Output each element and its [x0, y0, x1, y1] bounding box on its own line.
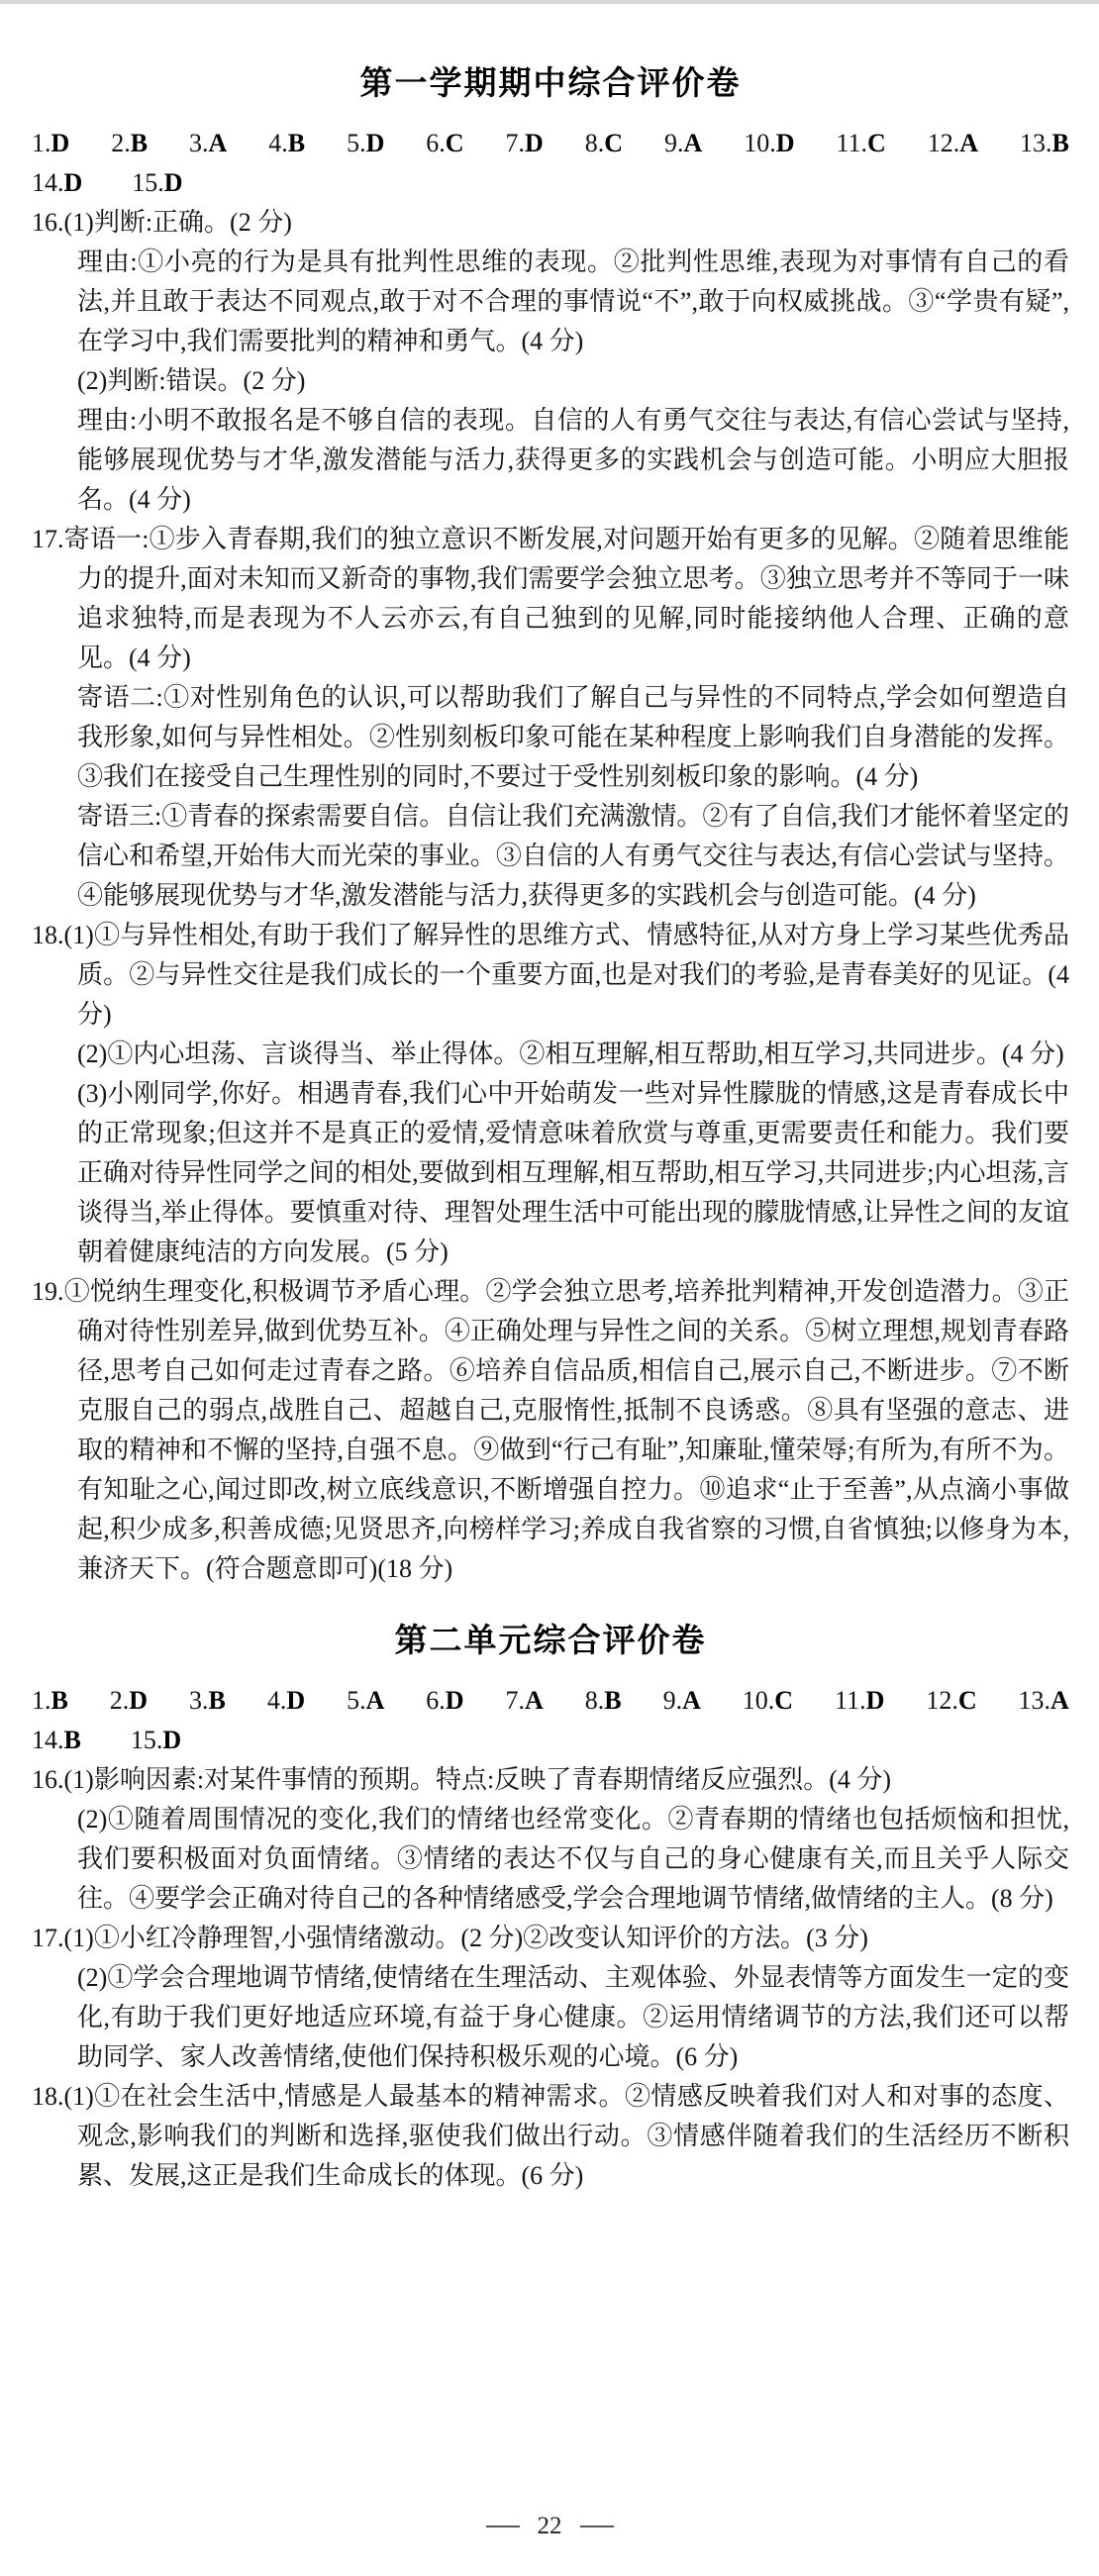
answer-letter: B: [208, 1686, 226, 1715]
question-number: 2.: [111, 129, 131, 157]
choice-answer: [585, 124, 623, 163]
question-number: 3.: [189, 129, 209, 157]
choice-answer: [1020, 124, 1069, 163]
answer-paragraph: [32, 520, 1069, 678]
question-number: 5.: [347, 129, 366, 157]
answer-paragraph: [32, 1272, 1069, 1589]
choice-answer: [926, 1681, 976, 1721]
choice-answer: [743, 1681, 793, 1721]
answer-letter: C: [774, 1686, 794, 1715]
question-number: 17.: [32, 525, 64, 553]
choice-answers-row: [32, 163, 1069, 203]
answer-letter: C: [867, 129, 886, 157]
choice-answer: [131, 1721, 181, 1760]
answer-text: (1)判断:正确。(2 分): [63, 208, 292, 237]
answer-letter: D: [162, 1726, 182, 1754]
question-number: 4.: [266, 1686, 287, 1715]
question-number: 1.: [32, 129, 51, 157]
choice-answer: [585, 1681, 622, 1721]
answer-paragraph: [32, 1760, 1069, 1800]
answer-paragraph: (2)①随着周围情况的变化,我们的情绪也经常变化。②青春期的情绪也包括烦恼和担忧,我们要积极面对负面情绪。③情绪的表达不仅与自己的身心健康有关,而且关乎人际交往。④要学会正确对待自己的各种情绪感受,学会合理地调节情绪,做情绪的主人。(8 分): [77, 1805, 1069, 1913]
question-number: 6.: [426, 1686, 446, 1715]
question-number: 16.: [32, 208, 64, 237]
answer-paragraph: (2)①内心坦荡、言谈得当、举止得体。②相互理解,相互帮助,相互学习,共同进步。(4 分): [77, 1040, 1064, 1068]
choice-answer: [663, 1681, 701, 1721]
choice-answer: [110, 1681, 148, 1721]
answer-paragraph: (3)小刚同学,你好。相遇青春,我们心中开始萌发一些对异性朦胧的情感,这是青春成长中的正常现象;但这并不是真正的爱情,爱情意味着欣赏与尊重,更需要责任和能力。我们要正确对待异性同学之间的相处,要做到相互理解,相互帮助,相互学习,共同进步;内心坦荡,言谈得当,举止得体。要慎重对待、理智处理生活中可能出现的朦胧情感,让异性之间的友谊朝着健康纯洁的方向发展。(5 分): [77, 1079, 1069, 1266]
question-number: 12.: [926, 1686, 958, 1715]
question-number: 6.: [426, 129, 446, 157]
question-number: 12.: [927, 129, 960, 157]
choice-answer: [664, 124, 702, 163]
answer-paragraph: 理由:①小亮的行为是具有批判性思维的表现。②批判性思维,表现为对事情有自己的看法,并且敢于表达不同观点,敢于对不合理的事情说“不”,敢于向权威挑战。③“学贵有疑”,在学习中,我们需要批判的精神和勇气。(4 分): [77, 248, 1069, 355]
question-number: 8.: [584, 1686, 605, 1715]
question-number: 13.: [1018, 1686, 1051, 1715]
question-block: [32, 520, 1069, 916]
question-number: 19.: [32, 1277, 64, 1306]
answer-paragraph: 寄语二:①对性别角色的认识,可以帮助我们了解自己与异性的不同特点,学会如何塑造自我形象,如何与异性相处。②性别刻板印象可能在某种程度上影响我们自身潜能的发挥。③我们在接受自己生理性别的同时,不要过于受性别刻板印象的影响。(4 分): [77, 683, 1069, 791]
question-number: 18.: [32, 921, 64, 949]
question-number: 13.: [1019, 129, 1052, 157]
answer-letter: D: [445, 1686, 464, 1715]
page-number: 22: [537, 2513, 562, 2539]
choice-answer: [426, 1681, 463, 1721]
choice-answer: [1019, 1681, 1069, 1721]
question-number: 1.: [32, 1686, 51, 1715]
question-number: 9.: [662, 1686, 683, 1715]
answer-paragraph: (2)判断:错误。(2 分): [77, 366, 306, 395]
choice-answers-row: [32, 1721, 1069, 1760]
answer-text: (1)影响因素:对某件事情的预期。特点:反映了青春期情绪反应强烈。(4 分): [63, 1765, 892, 1794]
question-block: [32, 916, 1069, 1272]
answer-letter: C: [604, 129, 624, 157]
question-number: 7.: [505, 1686, 526, 1715]
question-block: [32, 203, 1069, 520]
answer-paragraph: 寄语三:①青春的探索需要自信。自信让我们充满激情。②有了自信,我们才能怀着坚定的信心和希望,开始伟大而光荣的事业。③自信的人有勇气交往与表达,有信心尝试与坚持。④能够展现优势与才华,激发潜能与活力,获得更多的实践机会与创造可能。(4 分): [77, 802, 1069, 910]
question-block: [32, 2077, 1069, 2196]
choice-answer: [836, 124, 885, 163]
choice-answer: [189, 1681, 226, 1721]
question-number: 2.: [109, 1686, 130, 1715]
answer-text: (1)①小红冷静理智,小强情绪激动。(2 分)②改变认知评价的方法。(3 分): [63, 1924, 868, 1952]
question-number: 3.: [189, 1686, 209, 1715]
choice-answers-row: [32, 124, 1069, 163]
choice-answers-row: [32, 1681, 1069, 1721]
answer-text: 寄语一:①步入青春期,我们的独立意识不断发展,对问题开始有更多的见解。②随着思维能力的提升,面对未知而又新奇的事物,我们需要学会独立思考。③独立思考并不等同于一味追求独特,而是表现为不人云亦云,有自己独到的见解,同时能接纳他人合理、正确的意见。(4 分): [63, 525, 1069, 672]
answer-letter: D: [365, 129, 385, 157]
choice-answer: [32, 124, 69, 163]
question-number: 16.: [32, 1765, 64, 1794]
answer-letter: B: [604, 1686, 622, 1715]
answer-letter: B: [287, 129, 306, 157]
question-number: 14.: [32, 168, 64, 197]
answer-paragraph: [32, 916, 1069, 1035]
question-number: 8.: [584, 129, 605, 157]
answer-letter: D: [775, 129, 795, 157]
answer-sheet: [32, 57, 1069, 2196]
question-number: 4.: [268, 129, 288, 157]
answer-letter: B: [50, 1686, 68, 1715]
choice-answer: [267, 1681, 305, 1721]
answer-letter: A: [365, 1686, 385, 1715]
answer-letter: D: [865, 1686, 885, 1715]
answer-letter: A: [683, 129, 703, 157]
answer-letter: D: [286, 1686, 306, 1715]
choice-answer: [506, 1681, 544, 1721]
choice-answer: [268, 124, 305, 163]
answer-text: ①悦纳生理变化,积极调节矛盾心理。②学会独立思考,培养批判精神,开发创造潜力。③正确对待性别差异,做到优势互补。④正确处理与异性之间的关系。⑤树立理想,规划青春路径,思考自己如何走过青春之路。⑥培养自信品质,相信自己,展示自己,不断进步。⑦不断克服自己的弱点,战胜自己、超越自己,克服惰性,抵制不良诱惑。⑧具有坚强的意志、进取的精神和不懈的坚持,自强不息。⑨做到“行己有耻”,知廉耻,懂荣辱;有所为,有所不为。有知耻之心,闻过即改,树立底线意识,不断增强自控力。⑩追求“止于至善”,从点滴小事做起,积少成多,积善成德;见贤思齐,向榜样学习;养成自我省察的习惯,自省慎独;以修身为本,兼济天下。(符合题意即可)(18 分): [63, 1277, 1069, 1583]
answer-paragraph: 理由:小明不敢报名是不够自信的表现。自信的人有勇气交往与表达,有信心尝试与坚持,能够展现优势与才华,激发潜能与活力,获得更多的实践机会与创造可能。小明应大胆报名。(4 分): [77, 406, 1069, 514]
answer-letter: D: [163, 168, 183, 197]
choice-answer: [928, 124, 978, 163]
choice-answer: [32, 1681, 68, 1721]
choice-answer: [347, 124, 384, 163]
question-block: [32, 1272, 1069, 1589]
question-number: 17.: [32, 1924, 64, 1952]
question-block: [32, 1760, 1069, 1919]
answer-paragraph: [32, 203, 1069, 243]
choice-answer: [132, 163, 182, 203]
question-number: 7.: [505, 129, 526, 157]
answer-letter: B: [63, 1726, 81, 1754]
choice-answer: [426, 124, 463, 163]
question-number: 5.: [347, 1686, 366, 1715]
answer-paragraph: [32, 1919, 1069, 1958]
question-number: 9.: [664, 129, 684, 157]
choice-answer: [835, 1681, 884, 1721]
answer-letter: A: [959, 129, 979, 157]
answer-text: (1)①与异性相处,有助于我们了解异性的思维方式、情感特征,从对方身上学习某些优秀品质。②与异性交往是我们成长的一个重要方面,也是对我们的考验,是青春美好的见证。(4 分): [63, 921, 1069, 1029]
page-footer: [0, 2513, 1099, 2540]
question-number: 10.: [744, 129, 776, 157]
exam-section: [32, 57, 1069, 1589]
question-number: 15.: [130, 1726, 163, 1754]
question-number: 14.: [32, 1726, 64, 1754]
answer-paragraph: (2)①学会合理地调节情绪,使情绪在生理活动、主观体验、外显表情等方面发生一定的变化,有助于我们更好地适应环境,有益于身心健康。②运用情绪调节的方法,我们还可以帮助同学、家人改善情绪,使他们保持积极乐观的心境。(6 分): [77, 1963, 1069, 2071]
answer-text: (1)①在社会生活中,情感是人最基本的精神需求。②情感反映着我们对人和对事的态度、观念,影响我们的判断和选择,驱使我们做出行动。③情感伴随着我们的生活经历不断积累、发展,这正是我们生命成长的体现。(6 分): [63, 2082, 1069, 2190]
answer-letter: A: [525, 1686, 544, 1715]
answer-letter: D: [129, 1686, 149, 1715]
question-number: 18.: [32, 2082, 64, 2111]
question-number: 11.: [836, 129, 868, 157]
answer-letter: B: [130, 129, 149, 157]
answer-paragraph: [32, 2077, 1069, 2196]
choice-answer: [347, 1681, 384, 1721]
section-title: 第二单元综合评价卷: [394, 1622, 707, 1658]
answer-letter: C: [445, 129, 464, 157]
exam-section: [32, 1615, 1069, 2196]
question-number: 11.: [835, 1686, 866, 1715]
answer-letter: A: [1050, 1686, 1069, 1715]
footer-right-rule: [580, 2526, 614, 2527]
choice-answer: [32, 1721, 81, 1760]
question-number: 10.: [742, 1686, 775, 1715]
footer-left-rule: [486, 2526, 520, 2527]
question-number: 15.: [132, 168, 164, 197]
answer-letter: D: [525, 129, 544, 157]
answer-letter: B: [1051, 129, 1069, 157]
choice-answer: [189, 124, 227, 163]
answer-letter: C: [957, 1686, 977, 1715]
question-block: [32, 1919, 1069, 2077]
answer-letter: D: [63, 168, 83, 197]
choice-answer: [744, 124, 794, 163]
choice-answer: [506, 124, 544, 163]
section-title: 第一学期期中综合评价卷: [359, 64, 742, 101]
choice-answer: [32, 163, 82, 203]
answer-letter: D: [50, 129, 70, 157]
answer-letter: A: [682, 1686, 701, 1715]
choice-answer: [111, 124, 148, 163]
answer-letter: A: [208, 129, 228, 157]
scan-edge-artifact: [0, 0, 1099, 4]
